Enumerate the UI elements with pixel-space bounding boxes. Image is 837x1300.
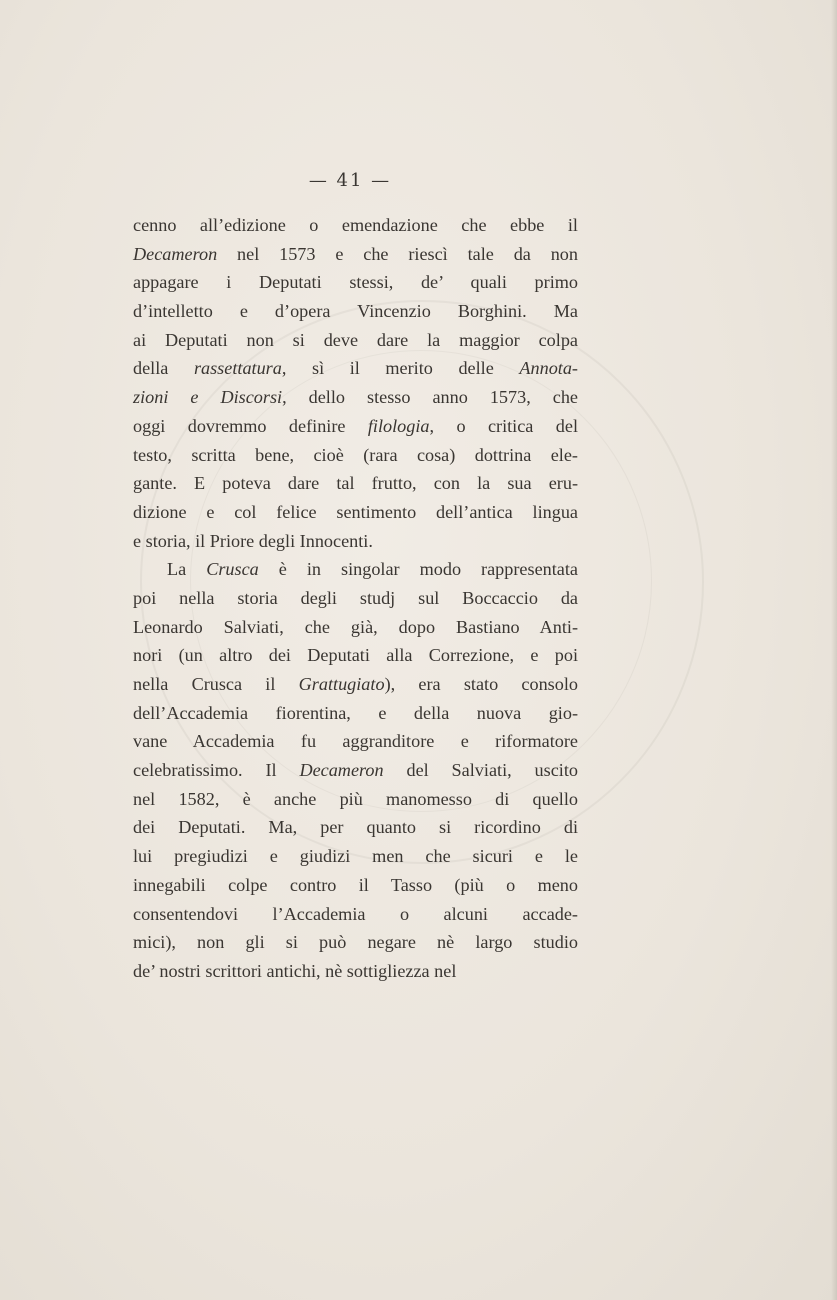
- text-line: [133, 211, 578, 240]
- italic-segment: Crusca: [206, 559, 259, 580]
- text-segment: celebratissimo. Il: [133, 760, 300, 781]
- text-segment: d’intelletto e d’opera Vincenzio Borghini. Ma: [133, 301, 578, 322]
- text-segment: della: [133, 358, 194, 379]
- text-segment: Leonardo Salviati, che già, dopo Bastiano Anti-: [133, 616, 578, 637]
- text-segment: cenno all’edizione o emendazione che ebbe il: [133, 215, 578, 235]
- text-line: [133, 326, 578, 355]
- text-segment: consentendovi l’Accademia o alcuni accade-: [133, 903, 578, 924]
- text-segment: dell’Accademia fiorentina, e della nuova gio-: [133, 702, 578, 723]
- text-line: [133, 383, 578, 412]
- italic-segment: Decameron: [299, 760, 384, 781]
- text-line: [133, 584, 578, 613]
- text-line: [133, 268, 578, 297]
- text-segment: , sì il merito delle: [281, 358, 520, 379]
- text-line: [133, 297, 578, 326]
- text-line: [133, 641, 578, 670]
- text-segment: de’ nostri scrittori antichi, nè sottigliezza nel: [133, 960, 457, 981]
- italic-segment: filologia: [367, 415, 430, 436]
- text-segment: vane Accademia fu aggranditore e riformatore: [133, 731, 578, 752]
- paragraph: [133, 211, 578, 555]
- text-line: [133, 670, 578, 699]
- text-segment: è in singolar modo rappresentata: [258, 559, 578, 580]
- text-line: [133, 957, 578, 986]
- text-line: [133, 871, 578, 900]
- page-number: — 41 —: [308, 170, 392, 191]
- text-line: [133, 842, 578, 871]
- text-line: [133, 613, 578, 642]
- italic-segment: Grattugiato: [298, 674, 385, 694]
- text-segment: , o critica del: [429, 415, 578, 436]
- page-edge: [831, 0, 837, 1300]
- text-segment: e storia, il Priore degli Innocenti.: [133, 530, 373, 551]
- text-segment: del Salviati, uscito: [383, 760, 578, 781]
- italic-segment: Annota-: [519, 358, 578, 379]
- text-line: [133, 240, 578, 269]
- text-line: [133, 699, 578, 728]
- text-segment: appagare i Deputati stessi, de’ quali primo: [133, 272, 578, 293]
- text-segment: , dello stesso anno 1573, che: [282, 387, 578, 408]
- text-segment: ), era stato consolo: [384, 674, 578, 694]
- text-segment: nel 1573 e che riescì tale da non: [217, 243, 578, 264]
- text-line: [133, 441, 578, 470]
- text-line: [133, 527, 578, 556]
- text-line: [133, 412, 578, 441]
- text-line: [133, 498, 578, 527]
- text-segment: lui pregiudizi e giudizi men che sicuri e le: [133, 846, 578, 867]
- text-line: [133, 900, 578, 929]
- text-segment: oggi dovremmo definire: [133, 415, 368, 436]
- text-segment: ai Deputati non si deve dare la maggior colpa: [133, 329, 578, 350]
- text-line: [133, 354, 578, 383]
- text-segment: innegabili colpe contro il Tasso (più o meno: [133, 874, 578, 895]
- text-segment: mici), non gli si può negare nè largo studio: [133, 932, 578, 953]
- text-segment: gante. E poteva dare tal frutto, con la sua eru-: [133, 473, 578, 494]
- text-segment: testo, scritta bene, cioè (rara cosa) dottrina ele-: [133, 444, 578, 465]
- paragraph: [133, 555, 578, 985]
- italic-segment: zioni e Discorsi: [133, 387, 283, 408]
- text-line: [133, 813, 578, 842]
- text-segment: dei Deputati. Ma, per quanto si ricordino di: [133, 817, 578, 838]
- italic-segment: rassettatura: [193, 358, 282, 379]
- text-line: [133, 727, 578, 756]
- text-line: [133, 928, 578, 957]
- text-line: [133, 756, 578, 785]
- text-segment: dizione e col felice sentimento dell’antica lingua: [133, 501, 578, 522]
- text-line: [133, 785, 578, 814]
- text-line: [133, 555, 578, 584]
- text-segment: poi nella storia degli studj sul Boccaccio da: [133, 587, 578, 608]
- text-line: [133, 469, 578, 498]
- text-segment: nella Crusca il: [133, 674, 299, 694]
- body-text: [133, 211, 578, 986]
- text-segment: nel 1582, è anche più manomesso di quello: [133, 788, 578, 809]
- text-segment: nori (un altro dei Deputati alla Correzione, e poi: [133, 645, 578, 666]
- italic-segment: Decameron: [133, 243, 218, 264]
- text-segment: La: [167, 559, 207, 580]
